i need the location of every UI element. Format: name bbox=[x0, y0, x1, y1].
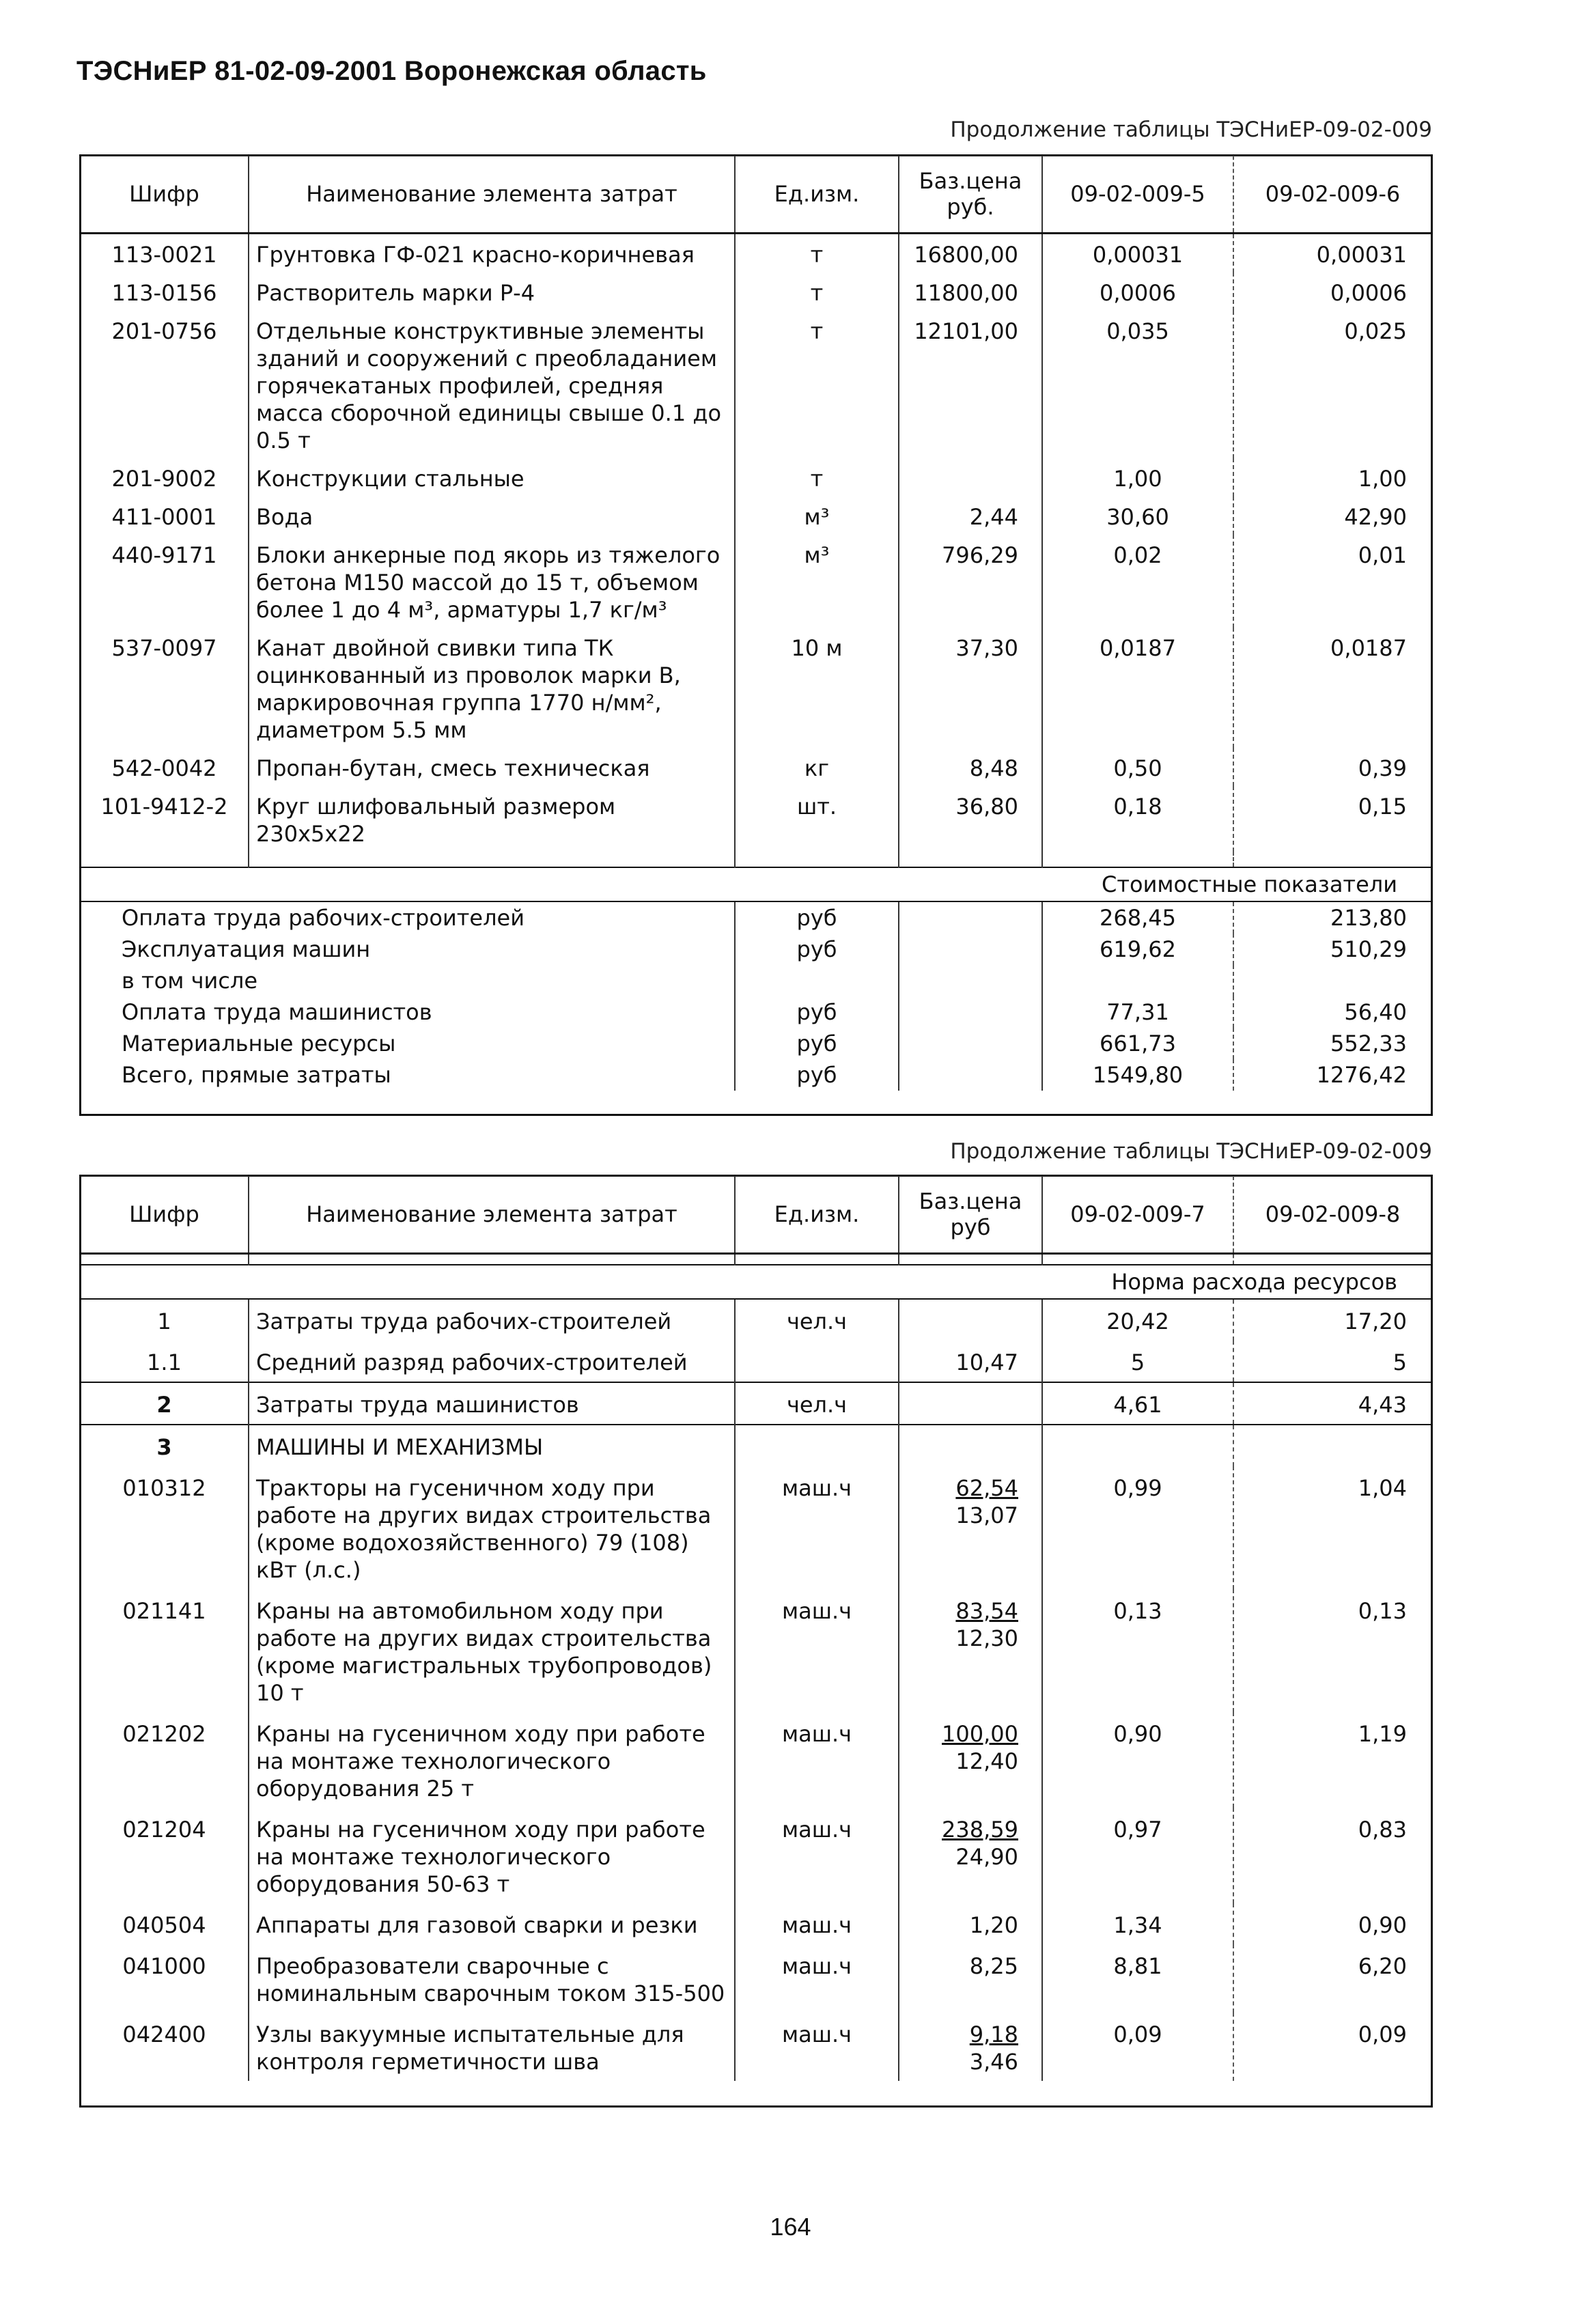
spacer-cell bbox=[899, 1254, 1042, 1265]
row-code: 021141 bbox=[122, 1598, 206, 1624]
row-price: 16800,00 bbox=[899, 234, 1042, 273]
row-code: 1 bbox=[157, 1308, 171, 1334]
row-price bbox=[899, 1425, 1042, 1466]
row-value-1: 5 bbox=[1042, 1341, 1233, 1382]
header-col2: 09-02-009-8 bbox=[1233, 1176, 1431, 1254]
row-price-main: 100,00 bbox=[942, 1721, 1018, 1747]
row-value-2: 0,15 bbox=[1233, 786, 1431, 852]
row-price: 36,80 bbox=[899, 786, 1042, 852]
row-name: Отдельные конструктивные элементы зданий и сооружений с преобладанием горячекатаных профилей, средняя масса сборочной единицы свыше 0.1 до 0.5 т bbox=[249, 311, 735, 458]
page-number: 164 bbox=[770, 2213, 811, 2241]
summary-value-2: 213,80 bbox=[1233, 901, 1431, 934]
row-price bbox=[899, 1589, 1042, 1712]
row-price: 12101,00 bbox=[899, 311, 1042, 458]
row-price bbox=[899, 1944, 1042, 2013]
table2-caption: Продолжение таблицы ТЭСНиЕР-09-02-009 bbox=[950, 1139, 1432, 1164]
row-code: 201-9002 bbox=[111, 466, 217, 492]
spacer-cell bbox=[899, 852, 1042, 867]
table-row bbox=[81, 1903, 1431, 1944]
section-label: Норма расхода ресурсов bbox=[81, 1265, 1431, 1299]
row-price-main: 10,47 bbox=[955, 1349, 1018, 1375]
row-code: 201-0756 bbox=[111, 318, 217, 344]
row-price-labor: 12,30 bbox=[955, 1625, 1018, 1651]
row-code: 041000 bbox=[122, 1953, 206, 1979]
table-row bbox=[81, 2013, 1431, 2081]
row-code: 101-9412-2 bbox=[100, 794, 228, 820]
row-unit: маш.ч bbox=[735, 1466, 899, 1589]
table-row bbox=[81, 1382, 1431, 1425]
row-price bbox=[899, 1712, 1042, 1808]
row-value-2 bbox=[1233, 1425, 1431, 1466]
row-price-labor: 12,40 bbox=[955, 1748, 1018, 1774]
row-price-main: 8,25 bbox=[969, 1953, 1018, 1979]
row-price: 2,44 bbox=[899, 496, 1042, 535]
row-name: Краны на гусеничном ходу при работе на монтаже технологического оборудования 50-63 т bbox=[249, 1808, 735, 1903]
row-price bbox=[899, 1808, 1042, 1903]
row-value-2: 0,0006 bbox=[1233, 272, 1431, 311]
header-price: Баз.цена руб bbox=[899, 1176, 1042, 1254]
row-value-1: 8,81 bbox=[1042, 1944, 1233, 2013]
spacer-cell bbox=[81, 852, 249, 867]
row-value-1: 0,97 bbox=[1042, 1808, 1233, 1903]
header-name: Наименование элемента затрат bbox=[249, 156, 735, 234]
table1-header-row bbox=[81, 156, 1431, 234]
summary-label: Всего, прямые затраты bbox=[122, 1062, 391, 1088]
spacer-row bbox=[81, 1254, 1431, 1265]
row-code: 2 bbox=[81, 1382, 249, 1425]
row-price-labor: 3,46 bbox=[969, 2049, 1018, 2075]
spacer-cell bbox=[1042, 852, 1233, 867]
table-row bbox=[81, 1466, 1431, 1589]
table-row bbox=[81, 1712, 1431, 1808]
row-value-1: 0,09 bbox=[1042, 2013, 1233, 2081]
header-unit: Ед.изм. bbox=[735, 1176, 899, 1254]
summary-value-2 bbox=[1233, 965, 1431, 996]
row-unit: чел.ч bbox=[735, 1382, 899, 1425]
row-unit: шт. bbox=[735, 786, 899, 852]
row-value-1: 0,035 bbox=[1042, 311, 1233, 458]
row-value-1: 0,99 bbox=[1042, 1466, 1233, 1589]
row-name: Узлы вакуумные испытательные для контроля герметичности шва bbox=[249, 2013, 735, 2081]
summary-value-1: 619,62 bbox=[1042, 934, 1233, 965]
row-code: 1.1 bbox=[147, 1349, 182, 1375]
document-title: ТЭСНиЕР 81-02-09-2001 Воронежская область bbox=[76, 56, 707, 86]
summary-row bbox=[81, 1028, 1431, 1059]
table-row bbox=[81, 1299, 1431, 1341]
row-unit bbox=[735, 1341, 899, 1382]
summary-row bbox=[81, 996, 1431, 1028]
summary-unit: руб bbox=[735, 1028, 899, 1059]
header-unit: Ед.изм. bbox=[735, 156, 899, 234]
row-name: Конструкции стальные bbox=[249, 458, 735, 496]
row-unit: м³ bbox=[735, 496, 899, 535]
row-price: 37,30 bbox=[899, 628, 1042, 748]
row-value-1: 0,02 bbox=[1042, 535, 1233, 628]
table2-header-row bbox=[81, 1176, 1431, 1254]
row-value-1: 1,00 bbox=[1042, 458, 1233, 496]
summary-row bbox=[81, 934, 1431, 965]
row-value-2: 0,00031 bbox=[1233, 234, 1431, 273]
summary-value-2: 56,40 bbox=[1233, 996, 1431, 1028]
row-value-1: 0,18 bbox=[1042, 786, 1233, 852]
summary-value-1: 1549,80 bbox=[1042, 1059, 1233, 1091]
row-value-2: 0,39 bbox=[1233, 748, 1431, 786]
spacer-cell bbox=[1233, 1254, 1431, 1265]
header-col2: 09-02-009-6 bbox=[1233, 156, 1431, 234]
row-code: 113-0156 bbox=[111, 280, 217, 306]
row-name: Пропан-бутан, смесь техническая bbox=[249, 748, 735, 786]
row-value-1: 4,61 bbox=[1042, 1382, 1233, 1425]
row-price-main: 9,18 bbox=[969, 2021, 1018, 2047]
row-value-2: 0,83 bbox=[1233, 1808, 1431, 1903]
summary-price bbox=[899, 965, 1042, 996]
row-value-2: 0,13 bbox=[1233, 1589, 1431, 1712]
summary-label: Материальные ресурсы bbox=[122, 1031, 396, 1056]
summary-label: Оплата труда рабочих-строителей bbox=[122, 905, 524, 931]
row-value-2: 0,09 bbox=[1233, 2013, 1431, 2081]
table-row bbox=[81, 311, 1431, 458]
row-unit: маш.ч bbox=[735, 2013, 899, 2081]
row-value-2: 0,90 bbox=[1233, 1903, 1431, 1944]
header-code: Шифр bbox=[81, 1176, 249, 1254]
spacer-cell bbox=[735, 1254, 899, 1265]
row-price bbox=[899, 1341, 1042, 1382]
row-code: 010312 bbox=[122, 1475, 206, 1501]
header-col1: 09-02-009-7 bbox=[1042, 1176, 1233, 1254]
row-code: 440-9171 bbox=[111, 542, 217, 568]
row-price-main: 62,54 bbox=[955, 1475, 1018, 1501]
row-unit: 10 м bbox=[735, 628, 899, 748]
row-price-main: 1,20 bbox=[969, 1912, 1018, 1938]
table-row bbox=[81, 1808, 1431, 1903]
row-value-2: 4,43 bbox=[1233, 1382, 1431, 1425]
summary-label: Эксплуатация машин bbox=[122, 936, 371, 962]
summary-price bbox=[899, 934, 1042, 965]
row-unit: маш.ч bbox=[735, 1808, 899, 1903]
row-value-2: 17,20 bbox=[1233, 1299, 1431, 1341]
table-row bbox=[81, 1341, 1431, 1382]
summary-price bbox=[899, 996, 1042, 1028]
row-price: 11800,00 bbox=[899, 272, 1042, 311]
section-row bbox=[81, 867, 1431, 901]
table-row bbox=[81, 1425, 1431, 1466]
row-value-1: 20,42 bbox=[1042, 1299, 1233, 1341]
row-code: 040504 bbox=[122, 1912, 206, 1938]
row-price-labor: 24,90 bbox=[955, 1844, 1018, 1870]
summary-unit: руб bbox=[735, 996, 899, 1028]
row-price: 796,29 bbox=[899, 535, 1042, 628]
section-row bbox=[81, 1265, 1431, 1299]
summary-label: в том числе bbox=[122, 968, 257, 994]
table-row bbox=[81, 272, 1431, 311]
row-name: Канат двойной свивки типа ТК оцинкованный из проволок марки В, маркировочная группа 1770 н/мм², диаметром 5.5 мм bbox=[249, 628, 735, 748]
row-value-2: 0,0187 bbox=[1233, 628, 1431, 748]
row-value-2: 0,01 bbox=[1233, 535, 1431, 628]
row-name: МАШИНЫ И МЕХАНИЗМЫ bbox=[249, 1425, 735, 1466]
row-unit: чел.ч bbox=[735, 1299, 899, 1341]
row-code: 537-0097 bbox=[111, 635, 217, 661]
summary-unit: руб bbox=[735, 934, 899, 965]
row-name: Тракторы на гусеничном ходу при работе на других видах строительства (кроме водохозяйственного) 79 (108) кВт (л.с.) bbox=[249, 1466, 735, 1589]
row-price-labor: 13,07 bbox=[955, 1502, 1018, 1528]
table2-body bbox=[81, 1254, 1431, 2082]
spacer-cell bbox=[81, 1254, 249, 1265]
summary-value-2: 1276,42 bbox=[1233, 1059, 1431, 1091]
row-unit: м³ bbox=[735, 535, 899, 628]
spacer-cell bbox=[249, 852, 735, 867]
row-unit: маш.ч bbox=[735, 1712, 899, 1808]
row-unit: т bbox=[735, 234, 899, 273]
row-price-main: 238,59 bbox=[942, 1817, 1018, 1843]
summary-row bbox=[81, 1059, 1431, 1091]
row-unit: маш.ч bbox=[735, 1944, 899, 2013]
row-price-main: 83,54 bbox=[955, 1598, 1018, 1624]
summary-price bbox=[899, 1059, 1042, 1091]
row-code: 542-0042 bbox=[111, 755, 217, 781]
row-value-2: 42,90 bbox=[1233, 496, 1431, 535]
row-unit bbox=[735, 1425, 899, 1466]
summary-unit: руб bbox=[735, 901, 899, 934]
row-name: Растворитель марки Р-4 bbox=[249, 272, 735, 311]
row-name: Грунтовка ГФ-021 красно-коричневая bbox=[249, 234, 735, 273]
table-row bbox=[81, 234, 1431, 273]
row-value-1: 30,60 bbox=[1042, 496, 1233, 535]
spacer-cell bbox=[1042, 1254, 1233, 1265]
header-col1: 09-02-009-5 bbox=[1042, 156, 1233, 234]
table-row bbox=[81, 628, 1431, 748]
summary-row bbox=[81, 965, 1431, 996]
row-unit: кг bbox=[735, 748, 899, 786]
row-name: Вода bbox=[249, 496, 735, 535]
row-value-1: 0,13 bbox=[1042, 1589, 1233, 1712]
row-value-2: 1,19 bbox=[1233, 1712, 1431, 1808]
summary-value-1: 77,31 bbox=[1042, 996, 1233, 1028]
table-row bbox=[81, 1589, 1431, 1712]
table-row bbox=[81, 458, 1431, 496]
row-value-1: 0,0187 bbox=[1042, 628, 1233, 748]
row-value-1: 0,0006 bbox=[1042, 272, 1233, 311]
row-unit: т bbox=[735, 272, 899, 311]
row-value-1: 1,34 bbox=[1042, 1903, 1233, 1944]
row-unit: маш.ч bbox=[735, 1589, 899, 1712]
row-price bbox=[899, 1466, 1042, 1589]
summary-unit bbox=[735, 965, 899, 996]
row-code: 021202 bbox=[122, 1721, 206, 1747]
spacer-row bbox=[81, 852, 1431, 867]
row-price bbox=[899, 458, 1042, 496]
row-code: 042400 bbox=[122, 2021, 206, 2047]
row-value-2: 6,20 bbox=[1233, 1944, 1431, 2013]
row-name: Затраты труда рабочих-строителей bbox=[249, 1299, 735, 1341]
row-price bbox=[899, 1299, 1042, 1341]
table1 bbox=[81, 156, 1431, 1091]
spacer-cell bbox=[249, 1254, 735, 1265]
row-price: 8,48 bbox=[899, 748, 1042, 786]
row-name: Краны на автомобильном ходу при работе на других видах строительства (кроме магистральных трубопроводов) 10 т bbox=[249, 1589, 735, 1712]
row-name: Круг шлифовальный размером 230х5х22 bbox=[249, 786, 735, 852]
table1-caption: Продолжение таблицы ТЭСНиЕР-09-02-009 bbox=[950, 117, 1432, 142]
row-unit: маш.ч bbox=[735, 1903, 899, 1944]
row-code: 113-0021 bbox=[111, 242, 217, 268]
row-value-1: 0,90 bbox=[1042, 1712, 1233, 1808]
row-unit: т bbox=[735, 311, 899, 458]
row-unit: т bbox=[735, 458, 899, 496]
table-row bbox=[81, 786, 1431, 852]
row-name: Преобразователи сварочные с номинальным сварочным током 315-500 bbox=[249, 1944, 735, 2013]
summary-label: Оплата труда машинистов bbox=[122, 999, 432, 1025]
row-value-1: 0,50 bbox=[1042, 748, 1233, 786]
row-price bbox=[899, 1382, 1042, 1425]
summary-row bbox=[81, 901, 1431, 934]
spacer-cell bbox=[1233, 852, 1431, 867]
section-label: Стоимостные показатели bbox=[81, 867, 1431, 901]
table-row bbox=[81, 748, 1431, 786]
summary-price bbox=[899, 1028, 1042, 1059]
table-row bbox=[81, 496, 1431, 535]
spacer-cell bbox=[735, 852, 899, 867]
table2 bbox=[81, 1176, 1431, 2081]
row-price bbox=[899, 2013, 1042, 2081]
row-name: Краны на гусеничном ходу при работе на монтаже технологического оборудования 25 т bbox=[249, 1712, 735, 1808]
table1-body bbox=[81, 234, 1431, 1091]
summary-value-1 bbox=[1042, 965, 1233, 996]
table-row bbox=[81, 535, 1431, 628]
row-value-2: 5 bbox=[1233, 1341, 1431, 1382]
summary-value-1: 268,45 bbox=[1042, 901, 1233, 934]
header-price: Баз.цена руб. bbox=[899, 156, 1042, 234]
row-code: 411-0001 bbox=[111, 504, 217, 530]
summary-value-1: 661,73 bbox=[1042, 1028, 1233, 1059]
row-name: Аппараты для газовой сварки и резки bbox=[249, 1903, 735, 1944]
summary-unit: руб bbox=[735, 1059, 899, 1091]
summary-value-2: 552,33 bbox=[1233, 1028, 1431, 1059]
header-name: Наименование элемента затрат bbox=[249, 1176, 735, 1254]
row-value-2: 1,04 bbox=[1233, 1466, 1431, 1589]
row-code: 3 bbox=[81, 1425, 249, 1466]
row-value-2: 0,025 bbox=[1233, 311, 1431, 458]
row-name: Затраты труда машинистов bbox=[249, 1382, 735, 1425]
summary-value-2: 510,29 bbox=[1233, 934, 1431, 965]
table-row bbox=[81, 1944, 1431, 2013]
row-value-1 bbox=[1042, 1425, 1233, 1466]
row-code: 021204 bbox=[122, 1817, 206, 1843]
row-name: Средний разряд рабочих-строителей bbox=[249, 1341, 735, 1382]
row-price bbox=[899, 1903, 1042, 1944]
header-code: Шифр bbox=[81, 156, 249, 234]
summary-price bbox=[899, 901, 1042, 934]
row-value-2: 1,00 bbox=[1233, 458, 1431, 496]
row-value-1: 0,00031 bbox=[1042, 234, 1233, 273]
row-name: Блоки анкерные под якорь из тяжелого бетона М150 массой до 15 т, объемом более 1 до 4 м³, арматуры 1,7 кг/м³ bbox=[249, 535, 735, 628]
